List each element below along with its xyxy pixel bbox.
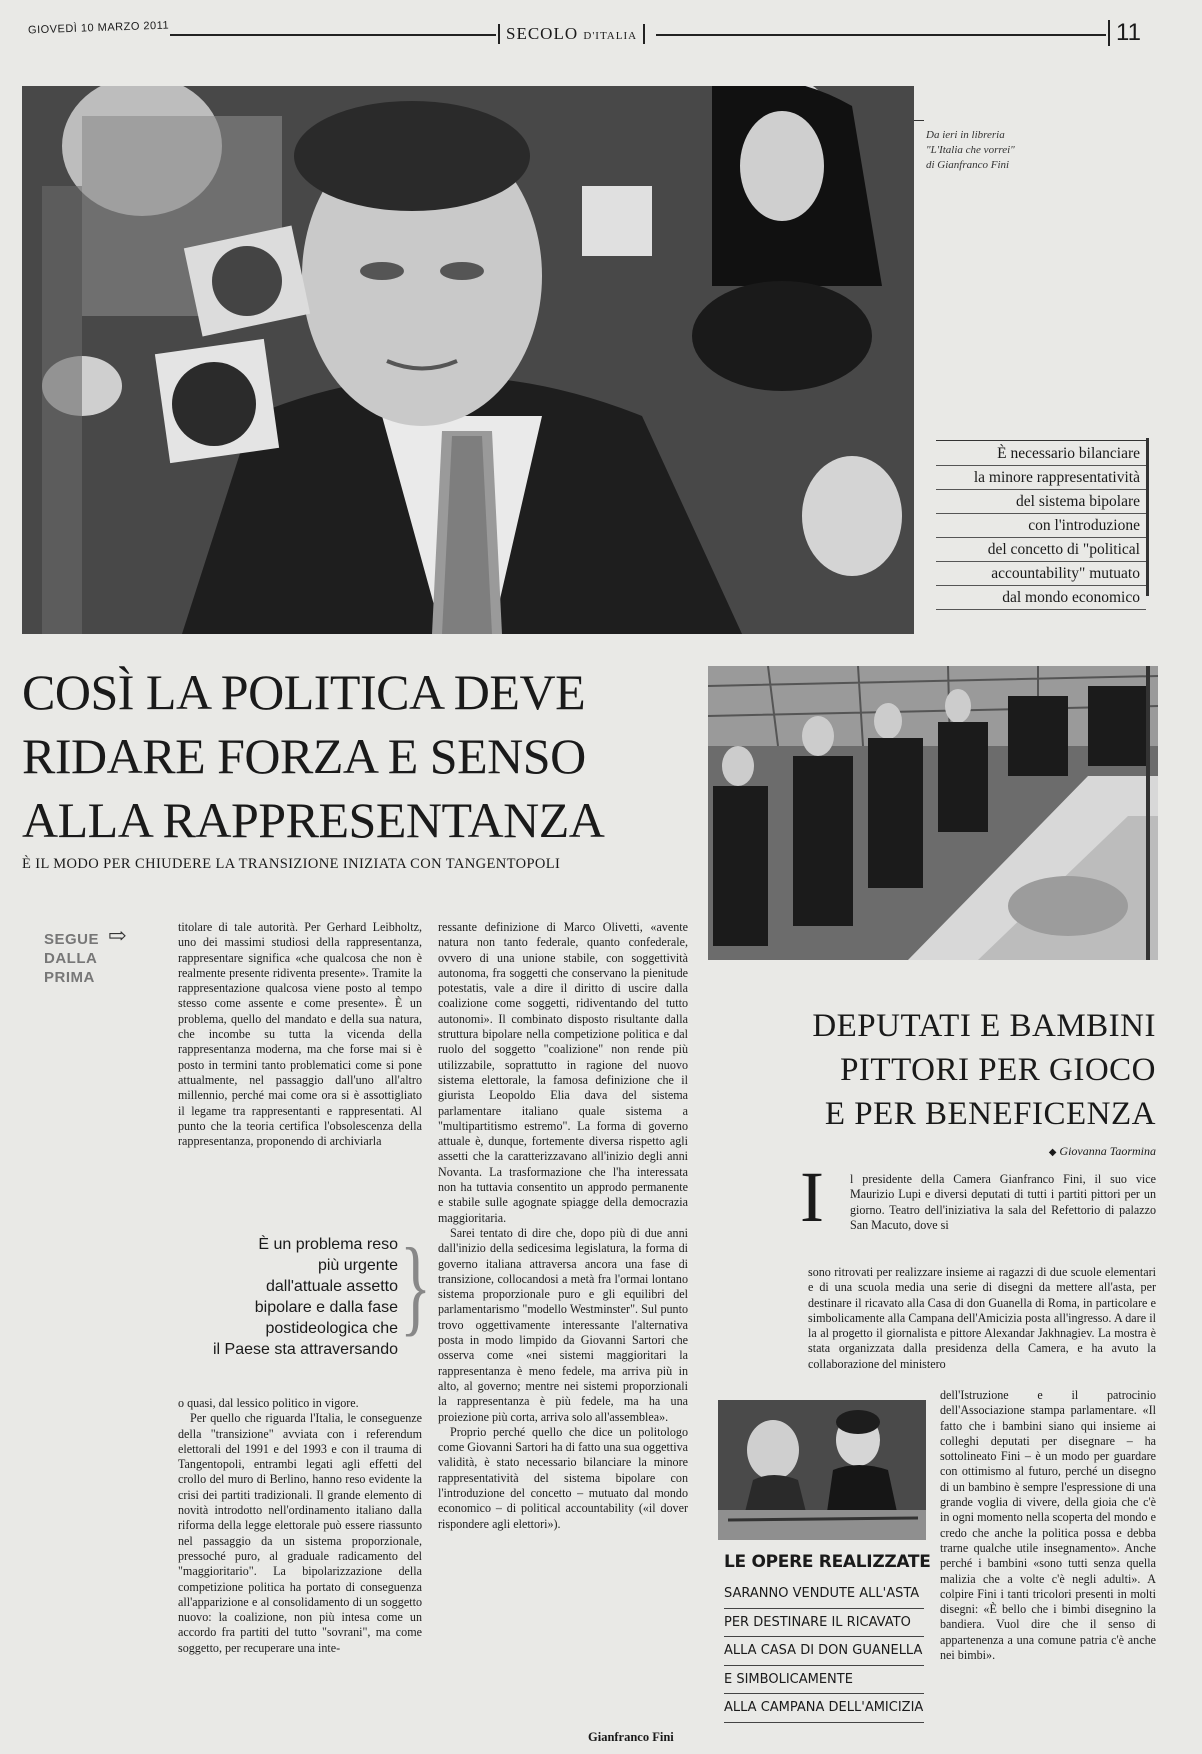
page-number: 11 xyxy=(1108,20,1141,46)
segue-line: PRIMA xyxy=(44,969,95,986)
info-box-lines xyxy=(724,1580,924,1723)
arrow-right-icon: ⇨ xyxy=(108,924,127,949)
pull-quote-line: bipolare e dalla fase xyxy=(254,1299,398,1316)
body-paragraph: ressante definizione di Marco Olivetti, «avente natura non tanto federale, quanto confederale, ovvero di una unione stabile, con soggettività autonoma, fra soggetti che conservano la pienitude potestatis, vale a dire il diritto di uscire dalla coalizione come soggetti, ridiventando del tutto autonomi». Il combinato disposto risultante dalla struttura bipolare nella competizione politica e dal ruolo del soggetto "coalizione" non rende più utilizzabile, soprattutto in ragione del nuovo sistema elettorale, la famosa definizione che il giurista Leopoldo Elia dava del sistema parlamentare italiano quale sistema a "multipartitismo estremo". La forma di governo attuale è, dunque, fortemente diversa rispetto agli assetti che la caratterizzavano all'inizio degli anni Novanta. La trasformazione che l'ha interessata non ha tuttavia consentito un approdo permanente e stabile sulle agognate spiagge della democrazia maggioritaria. xyxy=(438,920,688,1225)
pull-quote-line: del concetto di "political xyxy=(936,538,1146,562)
article-headline xyxy=(22,660,702,852)
pull-quote-line: È un problema reso xyxy=(258,1236,398,1253)
main-photo-illustration xyxy=(22,86,914,634)
masthead-small: D'ITALIA xyxy=(583,30,638,42)
headline-line: COSÌ LA POLITICA DEVE xyxy=(22,664,586,720)
drop-cap: I xyxy=(800,1157,824,1237)
issue-date: GIOVEDÌ 10 MARZO 2011 xyxy=(27,19,170,37)
info-box-line: E SIMBOLICAMENTE xyxy=(724,1666,924,1695)
header-rule-right xyxy=(656,34,1106,36)
body-paragraph: Proprio perché quello che dice un politologo come Giovanni Sartori ha di fatto una sua oggettiva validità, è stato necessario bilanciare la minore rappresentatività del sistema bipolare con l'introduzione del concetto – mutuato dal mondo economico – di political accountability («il dover rispondere agli elettori»). xyxy=(438,1424,688,1531)
body-paragraph: Per quello che riguarda l'Italia, le conseguenze della "transizione" avviata con i referendum elettorali del 1991 e del 1993 e con il trauma di Tangentopoli, entrambi legati agli effetti del crollo del muro di Berlino, hanno reso evidente la crisi dei partiti tradizionali. Il grande elemento di novità introdotto nell'ordinamento italiano dalla riforma della legge elettorale può essere riassunto nel passaggio da un sistema proporzionale, pressoché puro, al graduale radicamento del "maggioritario". La bipolarizzazione della competizione politica ha portato di conseguenza all'apparizione e al consolidamento di un soggetto nuovo: la coalizione, non più intesa come un accordo fra partiti del tutto "sovrani", ma come soggetto, per recuperare una inte- xyxy=(178,1411,422,1655)
segue-label xyxy=(44,930,99,987)
pull-quote-line: accountability" mutuato xyxy=(936,562,1146,586)
pull-quote-line: la minore rappresentatività xyxy=(936,466,1146,490)
segue-line: SEGUE xyxy=(44,931,100,948)
byline xyxy=(880,1144,1156,1159)
pull-quote-line: dall'attuale assetto xyxy=(265,1278,398,1295)
body-column-1-bottom xyxy=(178,1396,422,1656)
pull-quote-top-rule xyxy=(936,440,1146,441)
author-signature: Gianfranco Fini xyxy=(588,1730,674,1744)
caption-line: "L'Italia che vorrei" xyxy=(926,144,1015,156)
caption-line: di Gianfranco Fini xyxy=(926,159,1010,171)
info-box-line: ALLA CASA DI DON GUANELLA xyxy=(724,1637,924,1666)
header-rule-left xyxy=(170,34,496,36)
info-box-line: PER DESTINARE IL RICAVATO xyxy=(724,1609,924,1638)
side-article-headline xyxy=(712,1004,1156,1136)
children-photo-illustration xyxy=(718,1400,926,1540)
side-article-text-b: sono ritrovati per realizzare insieme ai ragazzi di due scuole elementari e di una scuola media una serie di disegni da mettere all'asta, per destinare il ricavato alla Casa di don Guanella di Roma, in particolare e simbolicamente alla Campana dell'Amicizia posta all'ingresso. A dare il la al progetto il giornalista e pittore Alexandar Jakhnagiev. La mostra è stata organizzata dalla presidenza della Camera, e ha avuto la collaborazione del ministero xyxy=(808,1265,1156,1371)
pull-quote-left xyxy=(200,1234,398,1360)
headline-line: E PER BENEFICENZA xyxy=(824,1096,1156,1132)
body-paragraph: o quasi, dal lessico politico in vigore. xyxy=(178,1396,359,1410)
headline-line: PITTORI PER GIOCO xyxy=(840,1052,1156,1088)
photo-caption xyxy=(926,128,1066,173)
headline-line: DEPUTATI E BAMBINI xyxy=(812,1008,1156,1044)
event-photo-illustration xyxy=(708,666,1158,960)
body-paragraph: titolare di tale autorità. Per Gerhard Leibholtz, uno dei massimi studiosi della rappresentanza, rappresentare significa «che qualcosa che non è realmente presente ridiventa presente». Tramite la rappresentazione qualcosa viene posto al tempo stesso come assente e come presente». È un problema, quello del mandato e della sua natura, che incombe su tutta la vicenda della rappresentanza moderna, ma che forse mai si è posto in termini tanto problematici come si pone attualmente, nel passaggio dall'uno all'altro millennio, perché mai come ora si è assottigliato il legame tra rappresentanti e rappresentati. Al punto che la teoria certifica l'obsolescenza della rappresentanza, proponendo di archiviarla xyxy=(178,920,422,1149)
pull-quote-right xyxy=(936,442,1146,610)
main-photo xyxy=(22,86,914,634)
body-column-2 xyxy=(438,920,688,1532)
article-subhead: È IL MODO PER CHIUDERE LA TRANSIZIONE INIZIATA CON TANGENTOPOLI xyxy=(22,856,561,872)
masthead-main: SECOLO xyxy=(506,24,579,43)
pull-quote-line: più urgente xyxy=(317,1257,398,1274)
info-box-title: LE OPERE REALIZZATE xyxy=(724,1552,931,1572)
caption-line: Da ieri in libreria xyxy=(926,129,1005,141)
pull-quote-line: con l'introduzione xyxy=(936,514,1146,538)
headline-line: ALLA RAPPRESENTANZA xyxy=(22,792,605,848)
pull-quote-line: È necessario bilanciare xyxy=(936,442,1146,466)
side-article-text-a: l presidente della Camera Gianfranco Fini, il suo vice Maurizio Lupi e diversi deputati di tutti i partiti pittori per un giorno. Teatro dell'iniziativa la sala del Refettorio di palazzo San Macuto, dove si xyxy=(850,1172,1156,1232)
pull-quote-line: del sistema bipolare xyxy=(936,490,1146,514)
headline-line: RIDARE FORZA E SENSO xyxy=(22,728,586,784)
pull-quote-bar xyxy=(1146,438,1149,596)
masthead xyxy=(498,24,645,44)
event-photo xyxy=(708,666,1158,960)
byline-name: Giovanna Taormina xyxy=(1059,1144,1156,1158)
body-column-1-top xyxy=(178,920,422,1149)
photo-side-bar xyxy=(1146,666,1150,960)
info-box-line: SARANNO VENDUTE ALL'ASTA xyxy=(724,1580,924,1609)
children-photo xyxy=(718,1400,926,1540)
segue-line: DALLA xyxy=(44,950,98,967)
brace-icon: } xyxy=(400,1227,432,1346)
info-box-line: ALLA CAMPANA DELL'AMICIZIA xyxy=(724,1694,924,1723)
diamond-icon: ◆ xyxy=(1048,1147,1057,1158)
pull-quote-line: dal mondo economico xyxy=(936,586,1146,610)
pull-quote-line: postideologica che xyxy=(265,1320,398,1337)
body-paragraph: Sarei tentato di dire che, dopo più di due anni dall'inizio della sedicesima legislatura, la forma di governo italiana attraversa ancora una fase di transizione, collocandosi a metà fra l'ormai lontano sistema proporzionale puro e gli equilibri del parlamentarismo "modello Westminster". Sul punto trovo oggettivamente interessante l'alternativa posta in modo limpido da Giovanni Sartori che osserva come «nei sistemi maggioritari la rappresentanza è meno fedele, ma arriva più in alto, al governo; mentre nei sistemi proporzionali la rappresentanza è più fedele, ma ha una proiezione più corta, arriva solo all'assemblea». xyxy=(438,1225,688,1424)
caption-leader xyxy=(914,120,924,121)
pull-quote-line: il Paese sta attraversando xyxy=(213,1341,398,1358)
side-article-text-c: dell'Istruzione e il patrocinio dell'Associazione stampa parlamentare. «Il fatto che i bambini siano qui insieme ai colleghi deputati per disegnare – ha sottolineato Fini – è un modo per guardare con ottimismo al futuro, perché un disegno di un bambino è sempre l'espressione di una grande voglia di vivere, della gioia che c'è in ogni momento nella scoperta del mondo e credo che anche la politica possa e debba trarne qualche utile insegnamento». Anche perché i bambini «sono tutti senza quella malizia che a volte c'è negli adulti». A colpire Fini i tanti tricolori presenti in molti disegni: «È bello che i bimbi disegnino la bandiera. Vuol dire che il senso di appartenenza a una comune patria c'è anche nei bimbi». xyxy=(940,1388,1156,1663)
